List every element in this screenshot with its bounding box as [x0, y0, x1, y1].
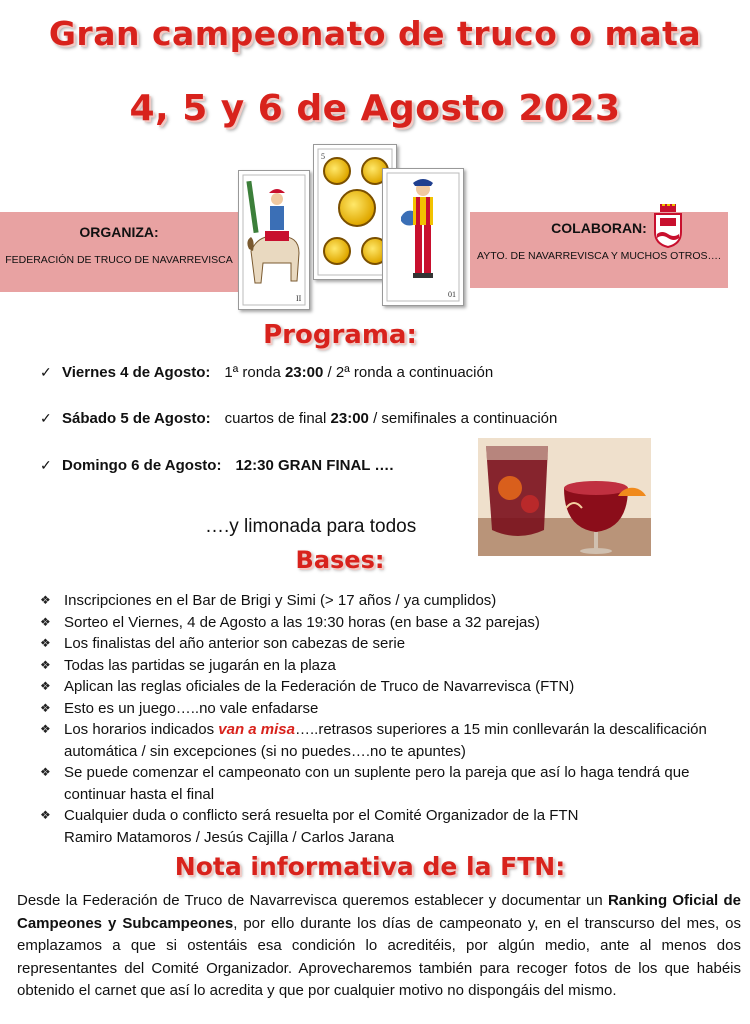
list-item — [40, 612, 730, 634]
programa-item — [40, 364, 493, 381]
programa-day: Sábado 5 de Agosto: — [62, 410, 211, 427]
svg-text:01: 01 — [448, 290, 456, 299]
programa-day: Domingo 6 de Agosto: — [62, 457, 222, 474]
diamond-bullet-icon: ❖ — [40, 614, 51, 629]
van-a-misa-emphasis: van a misa — [218, 721, 295, 738]
colaboran-box — [470, 212, 728, 288]
bases-item-text: Los finalistas del año anterior son cabezas de serie — [64, 635, 406, 652]
check-icon: ✓ — [40, 457, 52, 473]
list-item — [40, 590, 730, 612]
list-item — [40, 676, 730, 698]
programa-heading: Programa: — [263, 320, 417, 350]
bases-item-text: Aplican las reglas oficiales de la Federación de Truco de Navarrevisca (FTN) — [64, 678, 575, 695]
card-caballo-bastos — [238, 170, 310, 310]
comite-members: Ramiro Matamoros / Jesús Cajilla / Carlos Jarana — [64, 828, 395, 846]
list-item — [40, 719, 730, 762]
programa-post: / semifinales a continuación — [368, 410, 558, 427]
svg-text:II: II — [296, 294, 302, 303]
bases-item-text: Los horarios indicados — [64, 721, 219, 738]
bases-item-text: …..retrasos superiores a 15 min conllevarán la descalificación automática / sin excepciones (si no puedes….no te apuntes) — [64, 721, 707, 760]
card-sota — [382, 168, 464, 306]
diamond-bullet-icon: ❖ — [40, 808, 51, 822]
diamond-bullet-icon: ❖ — [40, 700, 51, 715]
diamond-bullet-icon: ❖ — [40, 722, 51, 736]
organiza-heading: ORGANIZA: — [79, 224, 159, 240]
programa-pre: 1ª ronda — [224, 364, 285, 381]
diamond-bullet-icon: ❖ — [40, 593, 51, 607]
bases-item-text: Sorteo el Viernes, 4 de Agosto a las 19:30 horas (en base a 32 parejas) — [64, 613, 540, 631]
oros-coin-icon — [323, 157, 351, 185]
oros-coin-icon — [323, 237, 351, 265]
diamond-bullet-icon: ❖ — [40, 765, 51, 779]
diamond-bullet-icon: ❖ — [40, 657, 51, 672]
bases-item-text: Todas las partidas se jugarán en la plaza — [64, 656, 336, 674]
organiza-name: FEDERACIÓN DE TRUCO DE NAVARREVISCA — [5, 254, 233, 266]
title-line-1: Gran campeonato de truco o mata — [48, 14, 702, 53]
nota-paragraph — [17, 890, 741, 1003]
list-item — [40, 633, 730, 655]
nota-text-post: , por ello durante los días de campeonato y, en el transcurso del mes, os emplazamos a que si ostentáis esa condición lo acreditéis, por algún medio, ante al menos dos representantes del Comité Organizador. Aprovecharemos también para recoger fotos de los que habéis obtenido el carnet que así lo acredita y que por cualquier motivo no dispongáis del mismo. — [17, 914, 741, 999]
bases-item-text: Se puede comenzar el campeonato con un suplente pero la pareja que así lo haga tendrá que continuar hasta el final — [64, 764, 690, 803]
colaboran-name: AYTO. DE NAVARREVISCA Y MUCHOS OTROS…. — [477, 250, 721, 262]
nota-text-bold: Ranking Oficial de Campeones y Subcampeones — [17, 892, 741, 932]
check-icon: ✓ — [40, 364, 52, 380]
programa-time: 12:30 GRAN FINAL …. — [235, 457, 394, 474]
bases-item-text: Cualquier duda o conflicto será resuelta por el Comité Organizador de la FTN — [64, 807, 579, 824]
programa-pre: cuartos de final — [224, 410, 331, 427]
list-item — [40, 762, 730, 805]
page-figure-icon — [383, 169, 463, 305]
programa-post: / 2ª ronda a continuación — [323, 364, 494, 381]
wine-glass-icon — [478, 438, 651, 556]
programa-time: 23:00 — [284, 364, 324, 381]
oros-coin-icon — [338, 189, 376, 227]
list-item — [40, 655, 730, 677]
town-shield-icon — [652, 204, 684, 248]
programa-item — [40, 410, 557, 427]
card-number: 5 — [321, 152, 325, 161]
check-icon: ✓ — [40, 410, 52, 426]
sangria-photo — [478, 438, 651, 556]
programa-item — [40, 457, 394, 474]
horse-rider-icon — [239, 171, 309, 309]
limonada-text: ….y limonada para todos — [205, 516, 417, 537]
colaboran-heading: COLABORAN: — [551, 220, 647, 236]
bases-list — [40, 590, 730, 848]
bases-item-text: Inscripciones en el Bar de Brigi y Simi (> 17 años / ya cumplidos) — [64, 592, 497, 609]
title-line-2: 4, 5 y 6 de Agosto 2023 — [129, 88, 621, 129]
programa-day: Viernes 4 de Agosto: — [62, 364, 211, 381]
nota-text-pre: Desde la Federación de Truco de Navarrevisca queremos establecer y documentar un — [17, 892, 608, 909]
list-item — [40, 805, 730, 848]
programa-time: 23:00 — [330, 410, 369, 427]
bases-heading: Bases: — [295, 546, 385, 574]
diamond-bullet-icon: ❖ — [40, 636, 51, 650]
nota-heading: Nota informativa de la FTN: — [174, 852, 566, 881]
list-item — [40, 698, 730, 720]
diamond-bullet-icon: ❖ — [40, 679, 51, 693]
organiza-box — [0, 212, 238, 292]
bases-item-text: Esto es un juego…..no vale enfadarse — [64, 699, 319, 717]
